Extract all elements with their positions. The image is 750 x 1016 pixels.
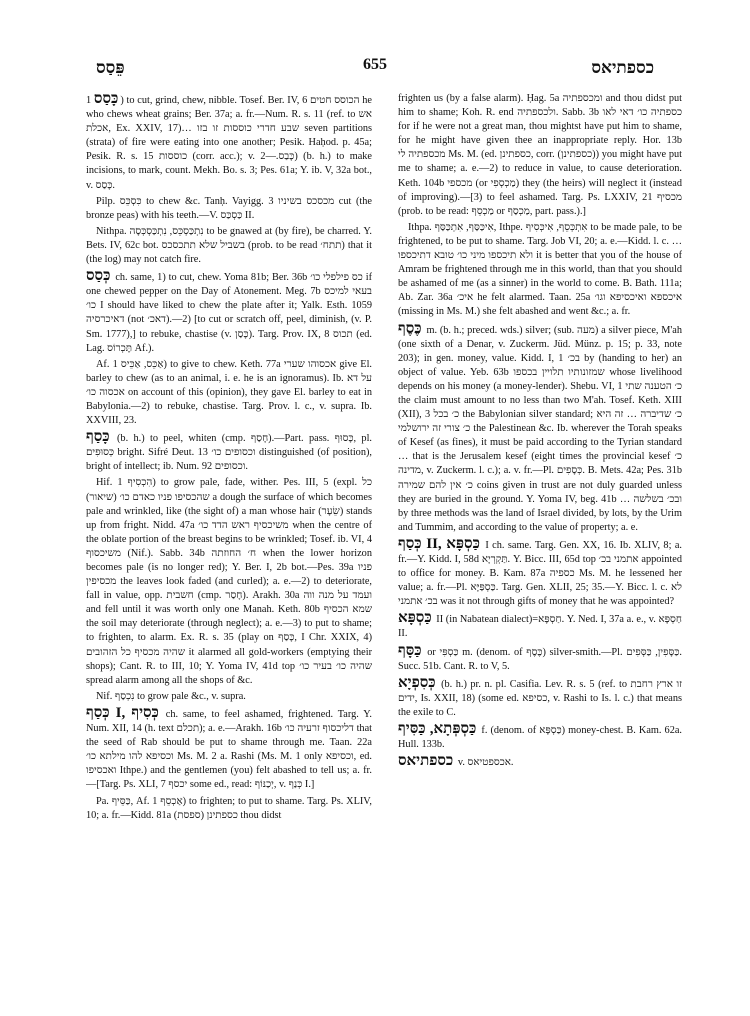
entry-headword: כַּסְפָּא [398,610,432,627]
left-column [86,92,372,1002]
entry-text: I ch. same. Targ. Gen. XX, 16. Ib. XLIV, 8; a. fr.—Y. Kidd. I, 58d תַּקְרְיָא. Y. Bicc. III, 65d top אתמני בכ׳ appointed to office for money. B. Kam. 87a כספיה Ms. M. he lessened her value; a. fr.—Pl. כַּסְפַּיָּא. Targ. Gen. XLII, 25; 35.—Y. Bicc. l. c. לא בכ׳ אתמני was it not through gifts of money that he was appointed? [398,539,682,608]
dictionary-entry [398,644,682,674]
dictionary-entry [398,611,682,641]
entry-subsection [86,476,372,687]
entry-headword: כספתיאס [398,753,454,770]
dictionary-entry [86,706,372,793]
entry-text: (b. h.) to peel, whiten (cmp. חָסַף).—Part. pass. כָּסוּף, pl. כְּסוּפִים bright. Sifré Deut. 13 וכסופים כו׳ distinguished (of position), bright of intellect; ib. Num. 92 וכסופים. [86,433,372,473]
entry-text: ch. same, to feel ashamed, frightened. Targ. Y. Num. XII, 14 (h. text תכלם); a. e.—Arakh. 16b דליכסוף זרעיה כו׳ that the seed of Rab should be put to shame through me. Taan. 22a וכסיפא להו מילתא כו׳ Ms. M. 2 a. Rashi (Ms. M. 1 only וכסיפא, ed. ואכסיפו Ithpe.) and the gentlemen (you) felt abashed to tell us; a. fr.—[Targ. Ps. XLI, 7 יכסף some ed., read: יְכַנּוֹף, v. כְּנַף I.] [86,708,372,791]
entry-text: Nithpa. נִתְכַּסְכֵּס, נִתְכַּסְכְּסָה to be gnawed at (by fire), be charred. Y. Bets. IV, 62c bot. בשביל שלא תתכסכס (prob. to be read תתח׳) that it (the log) may not catch fire. [86,225,372,266]
entry-headword: כְּסַף II, כַּסְפָּא [398,535,480,552]
entry-headword: כָּסַף [86,429,110,446]
entry-text: Pa. כַּסֵּיף, Af. אַכְסֵף 1) to frighten; to put to shame. Targ. Ps. XLIV, 10; a. fr.—Kidd. 81a כספתינן (ספסת) thou didst [86,795,372,821]
entry-text: Pilp. כִּסְכֵּס to chew &c. Tanḥ. Vayigg. 3 מכסכס בשיניו cut (the bronze peas) with his teeth.—V. כַּסְכַּס II. [86,195,372,221]
running-head-right: כספתיאס [591,58,654,77]
right-column [398,92,682,1002]
dictionary-entry [398,754,682,770]
dictionary-entry [398,322,682,535]
entry-headword: כֶּסֶף [398,320,422,337]
entry-text: Nif. נִכְסַף to grow pale &c., v. supra. [96,690,246,702]
entry-subsection [86,795,372,823]
entry-text: Af. אַכֵּס, אַכֵּיס 1) to give to chew. Keth. 77a אכסוהו שערי give El. barley to chew (as to an animal, i. e. he is an ignoramus). Ib. על דא אכסוה כו׳ on account of this (opinion), they gave El. barley to eat in Babylonia.—2) to rebuke, chastise. Targ. Prov. l. c., v. supra. Ib. XXVIII, 23. [86,358,372,427]
entry-headword: כְּסַף I, כְּסִיף [86,704,159,721]
entry-subsection [86,225,372,267]
dictionary-entry [398,676,682,720]
entry-text: or כַּסְפִּי m. (denom. of כֶּסֶף) silver-smith.—Pl. כַּסָּפִין, כַּסְּפִים. Succ. 51b. Cant. R. to V, 5. [398,646,682,672]
entry-headword: כַּסְפְּתָא, כַּסִּיף [398,721,477,738]
entry-text: Hif. הִכְסִיף 1) to grow pale, fade, wither. Pes. III, 5 (expl. כל שהכסיפו פניו כאדם כו׳ (שיאור) a dough the surface of which becomes pale and wrinkled, like (the sight of) a man whose hair (שֵׂעָר) stands up from fright. Nidd. 47a משיכסיף ראש הדד כו׳ when the centre of the oblate portion of the breast begins to be wrinkled; Tosef. ib. VI, 4 משיכסוף (Nif.). Sabb. 34b ח׳ החוזתה when the lower horizon becomes pale (is no longer red); Y. Ber. I, 2b bot.—Pes. 39a פניו מכסיפין the leaves look faded (and curled); a. e.—2) to deteriorate, fall in value, opp. חשבית (cmp. חָסַר). Arakh. 30a ועמד על מנה ווה and fell until it was worth only one Manah. Keth. 80b שמא הכסיף the soil may deteriorate (through neglect); a. e.—3) to put to shame; to frighten, to alarm. Ex. R. s. 35 (play on כָּסַף, I Chr. XXIX, 4) שהיה מכסיף כל הזהובים it alarmed all gold-workers (emptying their shops); Cant. R. to III, 10; Y. Yoma IV, 41d top שהיה כו׳ בעיר כו׳ spread alarm among all the shops of &c. [86,477,372,686]
entry-headword: כְּסִפְיָא [398,674,436,691]
entry-text: f. (denom. of כַּסְפָּא) money-chest. B. Kam. 62a. Hull. 133b. [398,725,682,751]
entry-text: II (in Nabatean dialect)=חַסְפָּא. Y. Ned. I, 37a a. e., v. חַסְפָּא II. [398,614,682,640]
running-head-left: פֵּסַס [96,58,125,77]
entry-text: m. (b. h.; preced. wds.) silver; (sub. מעה) a silver piece, M'ah (one sixth of a Denar, v. Zuckerm. Jüd. Münz. p. 15; p. 33, note 203); in gen. money, value. Kidd. I, 1 בכ׳ by (handing to her) an object of value. Yeb. 63b שמזונותיו תלויין בכספו whose livelihood depends on his money (a money-lender). Shebu. VI, 1 כ׳ הטענה שתי the claim must amount to no less than two M'ah. Tosef. Keth. XIII (XII), 3 כ׳ בכל the Babylonian silver standard; כ׳ שדיברה … זה היא כ׳ צורי זה ירושלמי the Palestinean &c. Ib. wherever the Torah speaks of Kesef (as fines), it must be paid according to the Tyrian standard … that is the Jerusalem kesef (eight times the provincial kesef כ׳ מדינה, v. Zuckerm. l. c.); a. v. fr.—Pl. כְּסָפִים. B. Mets. 42a; Pes. 31b כ׳ אין להם שמירה coins given in trust are not duly guarded unless they are buried in the ground. Y. Yoma IV, beg. 41b … ובכ׳ בשלשה by three methods was the land of Israel divided, by lots, by the Urim and Tummim, and according to the value of property; a. e. [398,324,682,533]
entry-text: (b. h.) pr. n. pl. Casifia. Lev. R. s. 5 (ref. to זו ארץ רחבת ידים, Is. XXII, 18) (some ed. כסיפא, v. Rashi to Is. l. c.) that means the exile to C. [398,678,682,718]
entry-subsection [398,221,682,320]
entry-headword: כְּסַס [86,268,111,285]
entry-subsection [86,195,372,223]
entry-headword: כַּסָּף [398,642,422,659]
entry-subsection [86,690,372,704]
entry-text: frighten us (by a false alarm). Ḥag. 5a ומכספתיה and thou didst put him to shame; Koh. R. end ולכספתיה. Sabb. 3b כספתיה כו׳ דאי לאו for if he were not a great man, thou mightst have put him to shame, for he might have given thee an inappropriate reply. Hor. 13b מכספתיה לי Ms. M. (ed. כספתינן, corr. (כספתינן)) you might have put me to shame; a. e.—2) to reduce in value, to cause deterioration. Keth. 104b מכספי (or מַכְסְפִי) they (the heirs) will neglect it (instead of improving).—[3) to feel ashamed. Targ. Ps. LXXIV, 21 מכסיף (prob. to be read: מַכְסֵף or מַכְסַף, part. pass.).] [398,93,682,217]
dictionary-entry [398,537,682,609]
entry-text: Ithpa. אִיכַּסַּף, אִתְכַּסַּף, Ithpe. אִתְכְּסֵף, אִיכְּסִיף to be made pale, to be frightened, to be put to shame. Targ. Job VI, 20; a. e.—Kidd. l. c. … ולא תיכספו מיני כו׳ טובא דתיכספו it is better that you of the house of Amram be frightened through me in this world, than that you should be ashamed of me (as a sinner) in the world to come. B. Bath. 111a; Ab. Zar. 36a איכ׳ he felt alarmed. Taan. 25a איכספא ואיכסיפא וגו׳ (missing in Ms. M.) she felt abashed and went &c.; a. fr. [398,221,682,318]
entry-continuation [398,92,682,219]
dictionary-entry [86,92,372,193]
entry-text: 1) to cut, grind, chew, nibble. Tosef. Ber. IV, 6 הכוסס חטים he who chews wheat grains; Ber. 37a; a. fr.—Num. R. s. 11 (ref. to אש אכלת, Ex. XXIV, 17)… שבע חדרי כוססות זו בזו seven partitions (strata) of fire were eating into one another; Pesik. Haḥod. p. 45a; Pesik. R. s. 15 כוססות (corr. acc.); v. כָּבַס.—2) (b. h.) to make incisions, to mark, count. Mekh. Bo. s. 3; Pes. 61a; Y. ib. V, 32a bot., v. כָּסַס. [86,95,372,191]
dictionary-entry [398,722,682,752]
entry-text: ch. same, 1) to cut, chew. Yoma 81b; Ber. 36b כס פילפלי כו׳ if one chewed pepper on the Day of Atonement. Meg. 7b בעאי למיכס כו׳ I should have liked to chew the plate after it; Yalk. Esth. 1059 דאיכרסיה (not דאכ׳).—2) [to cut or scratch off, peel, diminish, (v. P. Sm. 1777),] to rebuke, chastise (v. כָּסַן). Targ. Prov. IX, 8 תכוס (ed. Lag. תֶּכְרוֹס Af.). [86,272,372,354]
entry-text: v. אכספטיאס. [457,757,514,769]
page-number: 655 [363,56,387,73]
entry-subsection [86,358,372,428]
dictionary-entry [86,269,372,356]
dictionary-entry [86,430,372,474]
entry-headword: כָּסַס [93,92,119,107]
